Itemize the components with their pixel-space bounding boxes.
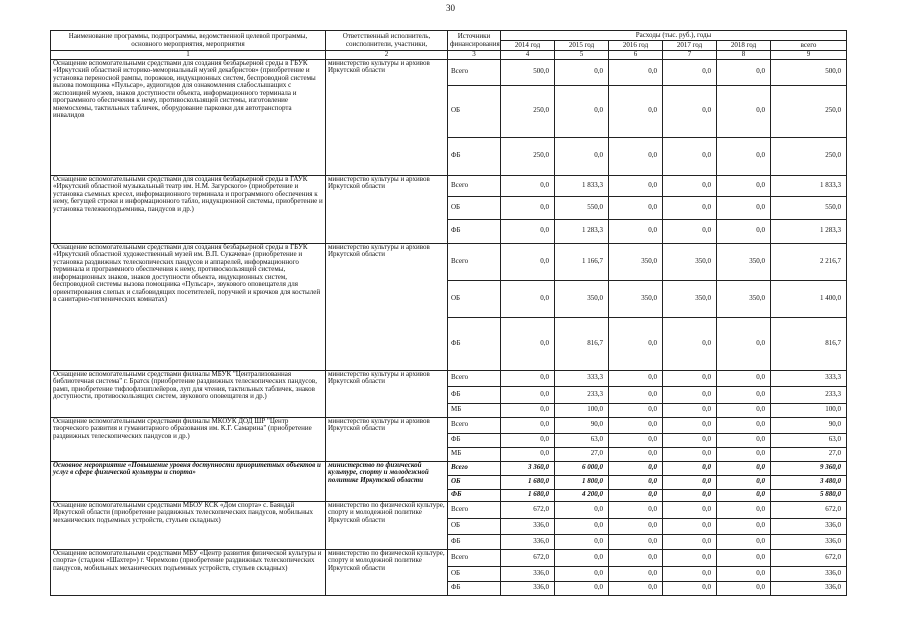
year-value: 0,0 — [609, 566, 663, 581]
year-value: 0,0 — [717, 489, 771, 501]
year-value: 1 800,0 — [555, 475, 609, 489]
year-value: 0,0 — [609, 59, 663, 85]
year-value: 0,0 — [663, 433, 717, 447]
year-value: 0,0 — [663, 417, 717, 433]
column-index: 1 — [51, 51, 326, 60]
year-value: 0,0 — [663, 534, 717, 549]
year-value: 0,0 — [717, 417, 771, 433]
year-value: 0,0 — [609, 501, 663, 518]
year-value: 0,0 — [555, 85, 609, 137]
year-value: 0,0 — [717, 386, 771, 403]
year-value: 0,0 — [717, 137, 771, 175]
year-value: 0,0 — [717, 549, 771, 566]
responsible-executor: министерство по физической культуре, спорту и молодежной политике Иркутской области — [326, 461, 448, 501]
table-row — [51, 501, 847, 518]
year-value: 0,0 — [663, 59, 717, 85]
header-expenses: Расходы (тыс. руб.), годы — [501, 31, 847, 41]
year-value: 336,0 — [501, 518, 555, 534]
year-value: 0,0 — [609, 534, 663, 549]
year-value: 350,0 — [609, 280, 663, 317]
responsible-executor: министерство по физической культуре, спорту и молодежной политике Иркутской области — [326, 501, 448, 549]
funding-source: ОБ — [448, 518, 501, 534]
total-value: 1 833,3 — [771, 175, 847, 196]
year-value: 0,0 — [717, 581, 771, 595]
year-value: 0,0 — [663, 518, 717, 534]
year-value: 0,0 — [663, 370, 717, 386]
year-value: 1 680,0 — [501, 475, 555, 489]
total-value: 500,0 — [771, 59, 847, 85]
budget-table — [50, 30, 847, 596]
responsible-executor: министерство культуры и архивов Иркутской области — [326, 417, 448, 461]
year-value: 0,0 — [663, 549, 717, 566]
year-value: 0,0 — [663, 581, 717, 595]
year-value: 0,0 — [609, 475, 663, 489]
year-value: 0,0 — [609, 581, 663, 595]
total-value: 672,0 — [771, 549, 847, 566]
year-value: 0,0 — [609, 461, 663, 475]
year-value: 0,0 — [501, 243, 555, 280]
year-value: 333,3 — [555, 370, 609, 386]
year-value: 250,0 — [501, 137, 555, 175]
year-value: 0,0 — [501, 417, 555, 433]
funding-source: Всего — [448, 175, 501, 196]
table-row — [51, 243, 847, 280]
year-value: 0,0 — [501, 447, 555, 461]
year-value: 350,0 — [609, 243, 663, 280]
year-value: 0,0 — [663, 85, 717, 137]
year-value: 90,0 — [555, 417, 609, 433]
year-value: 0,0 — [717, 85, 771, 137]
funding-source: ФБ — [448, 219, 501, 243]
year-value: 0,0 — [555, 137, 609, 175]
year-value: 0,0 — [609, 219, 663, 243]
total-value: 250,0 — [771, 137, 847, 175]
column-index: 6 — [609, 51, 663, 60]
measure-name: Оснащение вспомогательными средствами филиалы МКОУК ДОД ШР "Центр творческого развития и гуманитарного образования им. К.Г. Самарина" (приобретение раздвижных телескопических пандусов и др.) — [51, 417, 326, 461]
year-value: 672,0 — [501, 549, 555, 566]
column-index: 5 — [555, 51, 609, 60]
year-value: 0,0 — [717, 403, 771, 417]
table-row — [51, 417, 847, 433]
funding-source: Всего — [448, 59, 501, 85]
funding-source: МБ — [448, 403, 501, 417]
total-value: 1 400,0 — [771, 280, 847, 317]
year-value: 0,0 — [555, 59, 609, 85]
measure-name: Оснащение вспомогательными средствами филиалы МБУК "Централизованная библиотечная система" г. Братск (приобретение раздвижных телескопических пандусов, рамп, приобретение тифлофлэшплейеров, луп для чтения, тактильных табличек, знаков доступности, противоскользящих систем, звукового оповещателя и др.) — [51, 370, 326, 417]
total-value: 550,0 — [771, 196, 847, 219]
year-value: 0,0 — [609, 317, 663, 370]
year-value: 0,0 — [663, 175, 717, 196]
header-year: 2017 год — [663, 41, 717, 51]
funding-source: Всего — [448, 461, 501, 475]
total-value: 672,0 — [771, 501, 847, 518]
year-value: 0,0 — [663, 317, 717, 370]
table-row — [51, 175, 847, 196]
column-index: 2 — [326, 51, 448, 60]
header-year: 2015 год — [555, 41, 609, 51]
table-row — [51, 370, 847, 386]
year-value: 350,0 — [717, 243, 771, 280]
total-value: 333,3 — [771, 370, 847, 386]
year-value: 0,0 — [609, 175, 663, 196]
year-value: 63,0 — [555, 433, 609, 447]
year-value: 500,0 — [501, 59, 555, 85]
total-value: 336,0 — [771, 581, 847, 595]
total-value: 336,0 — [771, 534, 847, 549]
year-value: 0,0 — [663, 403, 717, 417]
year-value: 0,0 — [717, 475, 771, 489]
measure-name: Оснащение вспомогательными средствами для создания безбарьерной среды в ГБУК «Иркутский областной историко-мемориальный музей декабристов» (приобретение и установка переносной рампы, порожков, индукционных систем, беспроводной системы вызова помощника «Пульсар», аудиогидов для ознакомления слабослышащих с экспозицией музеев, знаков доступности объекта, информационного терминала и программного обеспечения к нему, противоскользящей системы, изготовление мнемосхемы, тактильных табличек, оборудование парковки для автотранспорта инвалидов — [51, 59, 326, 175]
year-value: 336,0 — [501, 581, 555, 595]
year-value: 0,0 — [555, 518, 609, 534]
year-value: 550,0 — [555, 196, 609, 219]
measure-name: Оснащение вспомогательными средствами МБОУ КСК «Дом спорта» с. Баяндай Иркутской области (приобретение раздвижных телескопических пандусов, мобильных механических подъемных устройств, стульев складных) — [51, 501, 326, 549]
header-year: 2014 год — [501, 41, 555, 51]
responsible-executor: министерство по физической культуре, спорту и молодежной политике Иркутской области — [326, 549, 448, 595]
funding-source: ОБ — [448, 196, 501, 219]
year-value: 0,0 — [717, 447, 771, 461]
year-value: 0,0 — [717, 196, 771, 219]
total-value: 100,0 — [771, 403, 847, 417]
column-index-row — [51, 51, 847, 60]
funding-source: ФБ — [448, 317, 501, 370]
responsible-executor: министерство культуры и архивов Иркутской области — [326, 243, 448, 370]
funding-source: ОБ — [448, 280, 501, 317]
year-value: 0,0 — [717, 501, 771, 518]
funding-source: Всего — [448, 243, 501, 280]
year-value: 0,0 — [663, 489, 717, 501]
header-total: всего — [771, 41, 847, 51]
total-value: 1 283,3 — [771, 219, 847, 243]
funding-source: ФБ — [448, 489, 501, 501]
year-value: 0,0 — [609, 85, 663, 137]
total-value: 2 216,7 — [771, 243, 847, 280]
year-value: 250,0 — [501, 85, 555, 137]
year-value: 350,0 — [663, 280, 717, 317]
funding-source: Всего — [448, 417, 501, 433]
measure-name: Оснащение вспомогательными средствами для создания безбарьерной среды в ГБУК «Иркутский областной художественный музей им. В.П. Сукачева» (приобретение и установка раздвижных телескопических пандусов и аппарелей, информационного терминала и программного обеспечения к нему, противоскользящей системы, информационных знаков, знаков доступности объекта, индукционных систем, беспроводной системы вызова помощника «Пульсар», звукового оповещателя для ориентирования слепых и слабовидящих посетителей, поручней и крючков для костылей в санитарно-гигиенических комнатах) — [51, 243, 326, 370]
funding-source: ФБ — [448, 137, 501, 175]
funding-source: МБ — [448, 447, 501, 461]
year-value: 3 360,0 — [501, 461, 555, 475]
year-value: 350,0 — [663, 243, 717, 280]
total-value: 9 360,0 — [771, 461, 847, 475]
total-value: 90,0 — [771, 417, 847, 433]
year-value: 0,0 — [717, 175, 771, 196]
year-value: 0,0 — [501, 386, 555, 403]
year-value: 0,0 — [501, 433, 555, 447]
table-row — [51, 461, 847, 475]
column-index: 3 — [448, 51, 501, 60]
year-value: 350,0 — [555, 280, 609, 317]
funding-source: ФБ — [448, 386, 501, 403]
year-value: 0,0 — [609, 137, 663, 175]
year-value: 27,0 — [555, 447, 609, 461]
column-index: 4 — [501, 51, 555, 60]
year-value: 0,0 — [609, 433, 663, 447]
year-value: 0,0 — [609, 447, 663, 461]
year-value: 0,0 — [555, 501, 609, 518]
funding-source: ФБ — [448, 581, 501, 595]
year-value: 0,0 — [717, 566, 771, 581]
year-value: 0,0 — [717, 461, 771, 475]
year-value: 0,0 — [717, 433, 771, 447]
measure-name: Оснащение вспомогательными средствами МБУ «Центр развития физической культуры и спорта» (стадион «Шахтер») г. Черемхово (приобретение раздвижных телескопических пандусов, мобильных механических подъемных устройств, стульев складных) — [51, 549, 326, 595]
year-value: 0,0 — [609, 370, 663, 386]
year-value: 0,0 — [663, 219, 717, 243]
year-value: 1 680,0 — [501, 489, 555, 501]
year-value: 0,0 — [717, 518, 771, 534]
funding-source: ОБ — [448, 566, 501, 581]
year-value: 0,0 — [609, 417, 663, 433]
year-value: 0,0 — [663, 501, 717, 518]
total-value: 250,0 — [771, 85, 847, 137]
year-value: 100,0 — [555, 403, 609, 417]
funding-source: ОБ — [448, 85, 501, 137]
total-value: 3 480,0 — [771, 475, 847, 489]
responsible-executor: министерство культуры и архивов Иркутской области — [326, 59, 448, 175]
funding-source: Всего — [448, 370, 501, 386]
year-value: 0,0 — [555, 534, 609, 549]
table-row — [51, 59, 847, 85]
year-value: 0,0 — [717, 59, 771, 85]
year-value: 6 000,0 — [555, 461, 609, 475]
year-value: 0,0 — [663, 461, 717, 475]
year-value: 0,0 — [663, 447, 717, 461]
year-value: 0,0 — [717, 317, 771, 370]
year-value: 672,0 — [501, 501, 555, 518]
page-number: 30 — [446, 3, 455, 13]
year-value: 0,0 — [609, 386, 663, 403]
year-value: 0,0 — [501, 196, 555, 219]
year-value: 1 283,3 — [555, 219, 609, 243]
year-value: 0,0 — [609, 518, 663, 534]
funding-source: Всего — [448, 501, 501, 518]
responsible-executor: министерство культуры и архивов Иркутской области — [326, 175, 448, 243]
year-value: 0,0 — [717, 534, 771, 549]
header-executor: Ответственный исполнитель, соисполнители, участники, — [326, 31, 448, 51]
year-value: 4 200,0 — [555, 489, 609, 501]
total-value: 63,0 — [771, 433, 847, 447]
year-value: 0,0 — [717, 219, 771, 243]
column-index: 7 — [663, 51, 717, 60]
year-value: 336,0 — [501, 534, 555, 549]
year-value: 0,0 — [609, 403, 663, 417]
year-value: 0,0 — [609, 489, 663, 501]
header-source: Источники финансирования — [448, 31, 501, 51]
total-value: 27,0 — [771, 447, 847, 461]
year-value: 0,0 — [609, 196, 663, 219]
year-value: 0,0 — [501, 219, 555, 243]
funding-source: ОБ — [448, 475, 501, 489]
year-value: 1 833,3 — [555, 175, 609, 196]
year-value: 0,0 — [555, 566, 609, 581]
funding-source: ФБ — [448, 433, 501, 447]
year-value: 0,0 — [609, 549, 663, 566]
year-value: 0,0 — [501, 175, 555, 196]
total-value: 233,3 — [771, 386, 847, 403]
year-value: 0,0 — [663, 386, 717, 403]
total-value: 336,0 — [771, 566, 847, 581]
year-value: 0,0 — [717, 370, 771, 386]
measure-name: Оснащение вспомогательными средствами для создания безбарьерной среды в ГАУК «Иркутский областной музыкальный театр им. Н.М. Загурского» (приобретение и установка съемных кресел, информационного терминала и программного обеспечения к нему, бегущей строки и информационного табло, индукционной системы, приобретение и установка тележкоподъемника, пандусов и др.) — [51, 175, 326, 243]
header-year: 2018 год — [717, 41, 771, 51]
year-value: 1 166,7 — [555, 243, 609, 280]
funding-source: ФБ — [448, 534, 501, 549]
year-value: 0,0 — [501, 317, 555, 370]
year-value: 0,0 — [663, 566, 717, 581]
year-value: 816,7 — [555, 317, 609, 370]
year-value: 336,0 — [501, 566, 555, 581]
column-index: 9 — [771, 51, 847, 60]
year-value: 0,0 — [663, 475, 717, 489]
funding-source: Всего — [448, 549, 501, 566]
total-value: 816,7 — [771, 317, 847, 370]
year-value: 233,3 — [555, 386, 609, 403]
measure-name: Основное мероприятие «Повышение уровня доступности приоритетных объектов и услуг в сфере физической культуры и спорта» — [51, 461, 326, 501]
year-value: 350,0 — [717, 280, 771, 317]
year-value: 0,0 — [501, 280, 555, 317]
year-value: 0,0 — [663, 196, 717, 219]
year-value: 0,0 — [501, 370, 555, 386]
header-year: 2016 год — [609, 41, 663, 51]
table-row — [51, 549, 847, 566]
year-value: 0,0 — [663, 137, 717, 175]
year-value: 0,0 — [555, 581, 609, 595]
responsible-executor: министерство культуры и архивов Иркутской области — [326, 370, 448, 417]
column-index: 8 — [717, 51, 771, 60]
total-value: 5 880,0 — [771, 489, 847, 501]
year-value: 0,0 — [501, 403, 555, 417]
header-program: Наименование программы, подпрограммы, ведомственной целевой программы, основного мероприятия, мероприятия — [51, 31, 326, 51]
year-value: 0,0 — [555, 549, 609, 566]
total-value: 336,0 — [771, 518, 847, 534]
